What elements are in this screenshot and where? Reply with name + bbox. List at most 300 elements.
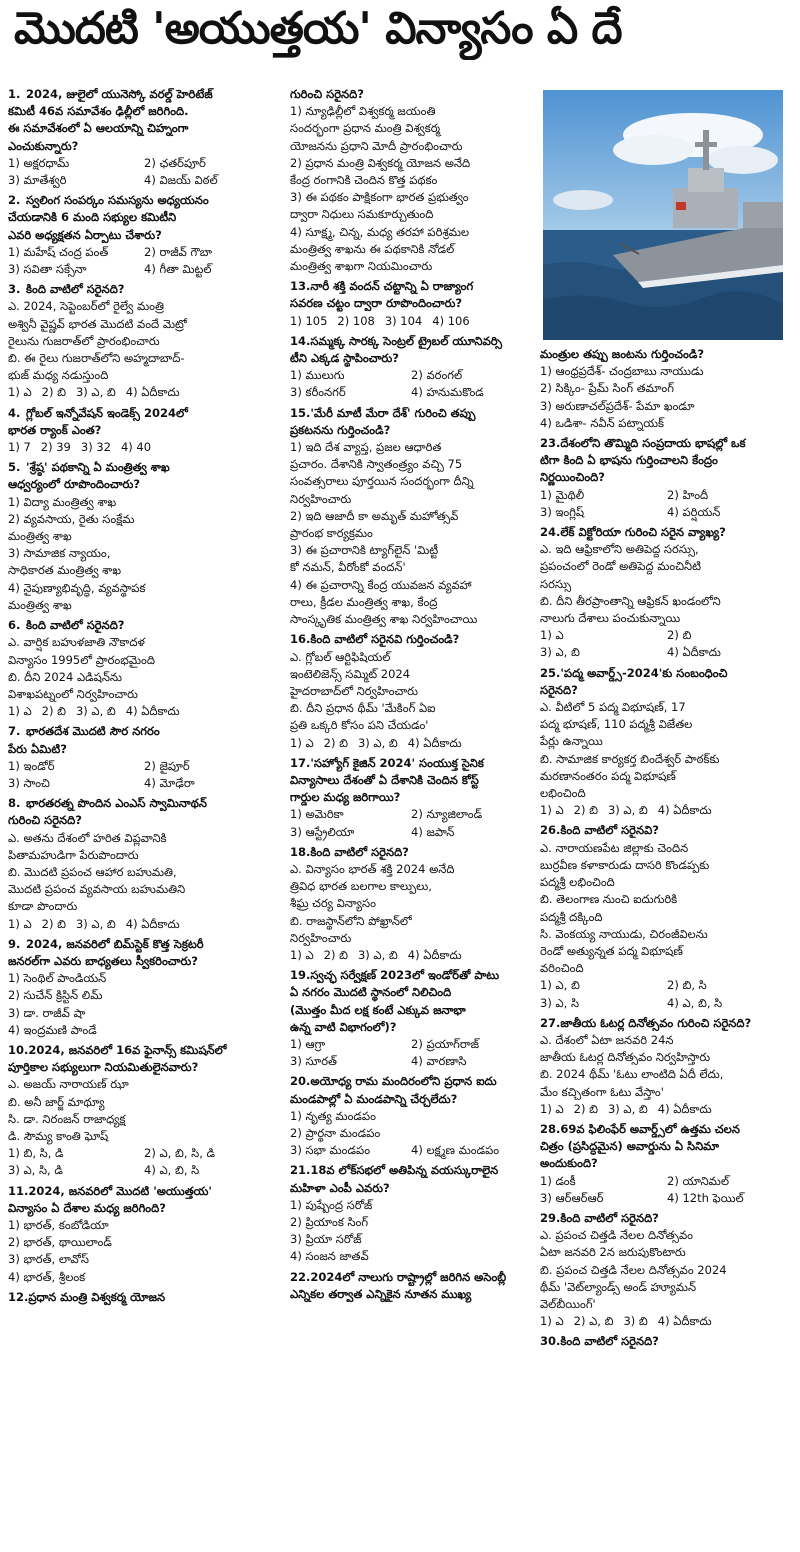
- statement-line: సి. వెంకయ్య నాయుడు, చిరంజీవిలను: [540, 926, 708, 941]
- option-row: [8, 384, 280, 401]
- question-text: [8, 1289, 280, 1306]
- question-text: [290, 967, 532, 984]
- answer-option: 1) ఎ: [540, 803, 564, 818]
- statement-line: రెండో అత్యున్నత పద్మ విభూషణ్: [540, 943, 683, 958]
- option-row: [8, 528, 280, 545]
- option-row: [8, 562, 280, 579]
- statement-line: పద్మశ్రీ లభించింది: [540, 875, 615, 890]
- answer-option: 1) ఎ: [8, 916, 32, 931]
- question-text: [290, 333, 532, 350]
- question-text-line: విన్యాసం ఏ దేశాల మధ్య జరిగింది?: [8, 1200, 166, 1215]
- answer-option: 1) 7: [8, 440, 31, 455]
- question-text-line: స్వలింగ సంపర్కం సమస్యను అధ్యయనం: [26, 193, 209, 208]
- question-number: 15.: [290, 405, 311, 420]
- option-row: [540, 995, 794, 1012]
- question-text-line: 2024లో నాలుగు రాష్ట్రాల్లో జరిగిన అసెంబ్లీ: [310, 1269, 507, 1284]
- statement-line: బి. తెలంగాణ నుంచి ఐదుగురికి: [540, 892, 678, 907]
- question-block: [290, 278, 532, 330]
- question-block: [540, 524, 794, 662]
- option-row: [8, 1022, 280, 1039]
- question-text-line: దేశంలోని తొమ్మిది సంప్రదాయ భాషల్లో ఒక: [560, 436, 746, 451]
- question-text: [540, 1138, 794, 1155]
- answer-option: 3) ఎ, బి: [357, 735, 398, 750]
- answer-option: 1) మహేష్ చంద్ర పంత్: [8, 244, 109, 259]
- answer-option: 4) హనుమకొండ: [411, 385, 484, 400]
- statement-line: ఎ. వీటిలో 5 పద్మ విభూషణ్, 17: [540, 700, 686, 715]
- question-text-line: గార్డుల మధ్య జరిగాయి?: [290, 790, 401, 805]
- question-text-line: కమిటీ 46వ సమావేశం ఢిల్లీలో జరిగింది.: [8, 104, 189, 119]
- option-row: [8, 155, 280, 172]
- statement-line: పద్మశ్రీ దక్కింది: [540, 909, 603, 924]
- question-block: [290, 405, 532, 629]
- statement-line: బి. రాజస్థాన్‌లోని పోఖ్రాన్‌లో: [290, 913, 412, 928]
- answer-option: 1) పుష్పేంద్ర సరోజ్: [290, 1197, 373, 1212]
- column-1: [8, 86, 280, 1546]
- question-number: 9.: [8, 936, 21, 951]
- statement-line: యోజనను ప్రధాని మోదీ ప్రారంభించారు: [290, 138, 463, 153]
- answer-option: 3) ఎ, బి: [75, 385, 116, 400]
- answer-option: 4) ఏదీకాదు: [407, 735, 462, 750]
- answer-option: 4) ఏదీకాదు: [407, 947, 462, 962]
- answer-option: 2) 39: [40, 440, 71, 455]
- question-text: [290, 86, 532, 103]
- question-text-line: అయోధ్య రామ మందిరంలోని ప్రధాన ఐదు: [310, 1074, 497, 1089]
- question-number: 11.: [8, 1183, 29, 1198]
- naval-ship-photo: [543, 90, 783, 340]
- answer-option: మంత్రిత్వ శాఖ: [8, 529, 72, 544]
- option-row: [290, 313, 532, 330]
- statement-line: రాలు, క్రీడల మంత్రిత్వ శాఖ, కేంద్ర: [290, 594, 438, 609]
- option-row: [540, 415, 794, 432]
- statement-line: బి. సామాజిక కార్యకర్త బిందేశ్వర్ పాఠక్‌కు: [540, 751, 720, 766]
- question-text: [540, 346, 794, 363]
- answer-option: 3) ఎ, బి: [357, 947, 398, 962]
- question-text-line: జాతీయ ఓటర్ల దినోత్సవం గురించి సరైనది?: [560, 1015, 752, 1030]
- statement-line: బి. అనీ జార్జ్ మాథ్యూ: [8, 1094, 105, 1109]
- answer-option: 2) బి: [323, 947, 348, 962]
- question-text: [540, 682, 794, 699]
- option-row: [8, 244, 280, 261]
- statement-line: సరస్సు: [540, 576, 572, 591]
- statement-line: అశ్వినీ వైష్ణవ్ భారత మొదటి వందే మెట్రో: [8, 316, 187, 331]
- answer-option: 2) బి: [41, 916, 66, 931]
- answer-option: 1) డంకీ: [540, 1173, 576, 1188]
- question-number: 22.: [290, 1269, 311, 1284]
- option-row: [8, 1217, 280, 1234]
- question-block: [8, 723, 280, 792]
- question-number: 24.: [540, 525, 561, 540]
- statement-line: 4) ఈ ప్రచారాన్ని కేంద్ర యువజన వ్యవహా: [290, 577, 472, 592]
- answer-option: 2) భారత్, థాయిలాండ్: [8, 1235, 112, 1250]
- question-text-line: 2024, జనవరిలో బిమ్‌స్టెక్ కొత్త సెక్రటరీ: [26, 936, 204, 951]
- column-2: [290, 86, 532, 1546]
- answer-option: 2) హిందీ: [667, 487, 709, 502]
- question-text: [540, 524, 794, 541]
- answer-option: 4) ఇంద్రమణి పాండే: [8, 1022, 97, 1037]
- question-text: [290, 1286, 532, 1303]
- question-block: [290, 1073, 532, 1159]
- statement-line: 2) ఇది ఆజాదీ కా అమృత్ మహోత్సవ్: [290, 508, 459, 523]
- answer-option: 2) ఎ, బి: [573, 1314, 614, 1329]
- question-text: [290, 422, 532, 439]
- answer-option: 2) ఛతర్‌పూర్: [144, 155, 206, 170]
- option-row: [290, 735, 532, 752]
- question-text: [290, 1002, 532, 1019]
- answer-option: 1) అక్షరధామ్: [8, 155, 70, 170]
- question-block: [8, 1042, 280, 1180]
- question-text: [290, 755, 532, 772]
- answer-option: 4) ఏదీకాదు: [125, 385, 180, 400]
- question-text: [8, 1042, 280, 1059]
- option-row: [290, 1053, 532, 1070]
- answer-option: 2) యానిమల్: [667, 1173, 729, 1188]
- answer-option: 3) ఎ, సి: [540, 995, 580, 1010]
- question-text-line: కింది వాటిలో సరైనది?: [310, 844, 409, 859]
- answer-option: 4) ఏదీకాదు: [657, 1101, 712, 1116]
- option-row: [8, 775, 280, 792]
- question-text-line: విన్యాసాలు దేశంతో ఏ దేశానికి చెందిన కోస్ట్: [290, 772, 479, 787]
- statement-line: ఎ. 2024, సెప్టెంబర్‌లో రైల్వే మంత్రి: [8, 299, 164, 314]
- answer-option: 2) 108: [337, 313, 375, 328]
- answer-option: 3) డా. రాజీవ్ షా: [8, 1005, 86, 1020]
- question-text: [290, 405, 532, 422]
- question-number: 12.: [8, 1289, 29, 1304]
- question-text-line: ఏ నగరం మొదటి స్థానంలో నిలిచింది: [290, 985, 452, 1000]
- option-row: [540, 487, 794, 504]
- question-number: 13.: [290, 279, 311, 294]
- question-text: [540, 435, 794, 452]
- option-row: [8, 1005, 280, 1022]
- column-3: [540, 346, 794, 1546]
- option-row: [540, 504, 794, 521]
- statement-line: భుజ్ మధ్య నడుస్తుంది: [8, 368, 109, 383]
- option-row: [8, 1162, 280, 1179]
- answer-option: 3) కరీంనగర్: [290, 385, 346, 400]
- statement-line: వరించింది: [540, 961, 584, 976]
- answer-option: 3) సామాజిక న్యాయం,: [8, 546, 111, 561]
- answer-option: 3) భారత్, లావోస్: [8, 1252, 89, 1267]
- page-headline: మొదటి 'అయుత్తయ' విన్యాసం ఏ దే: [14, 3, 622, 54]
- answer-option: 4) లక్ష్మణ మండపం: [411, 1143, 500, 1158]
- answer-option: 2) సుచేన్ క్రిస్టిన్ లిమ్: [8, 988, 103, 1003]
- answer-option: 2) ప్రయాగ్‌రాజ్: [411, 1036, 480, 1051]
- option-row: [290, 806, 532, 823]
- question-text: [8, 192, 280, 209]
- statement-line: సంవత్సరాలు పూర్తయిన సందర్భంగా దీన్ని: [290, 474, 474, 489]
- question-block: [290, 1269, 532, 1303]
- question-number: 8.: [8, 796, 21, 811]
- answer-option: 1) ఎ: [540, 1101, 564, 1116]
- question-text: [8, 953, 280, 970]
- answer-option: 3) బి: [623, 1314, 648, 1329]
- answer-option: 3) ఎ, బి: [540, 645, 580, 660]
- question-text-line: సరైనది?: [540, 682, 578, 697]
- statement-line: హైదరాబాద్‌లో నిర్వహించారు: [290, 683, 418, 698]
- statement-line: నాలుగు దేశాలు పంచుకున్నాయి: [540, 611, 681, 626]
- question-number: 1.: [8, 87, 21, 101]
- answer-option: 4) ఏదీకాదు: [125, 704, 180, 719]
- question-block: [540, 665, 794, 820]
- answer-option: 2) జైపూర్: [144, 758, 190, 773]
- statement-line: ఎ. అతను దేశంలో హరిత విప్లవానికి: [8, 830, 167, 845]
- answer-option: 3) ఆర్ఆర్ఆర్: [540, 1190, 604, 1205]
- question-number: 4.: [8, 405, 21, 420]
- question-text-line: నారీ శక్తి వందన్ చట్టాన్ని ఏ రాజ్యాంగ: [310, 279, 474, 294]
- answer-option: 3) ఎ, బి: [75, 704, 116, 719]
- option-row: [540, 1101, 794, 1118]
- option-row: [540, 380, 794, 397]
- option-row: [290, 1036, 532, 1053]
- question-text-line: కింది వాటిలో సరైనది?: [26, 618, 125, 633]
- option-row: [8, 494, 280, 511]
- answer-option: 1) భారత్, కంబోడియా: [8, 1218, 109, 1232]
- question-text-line: లేక్ విక్టోరియా గురించి సరైన వ్యాఖ్య?: [560, 525, 726, 540]
- question-text-line: 2024, జనవరిలో మొదటి 'అయుత్తయ': [28, 1183, 212, 1198]
- statement-line: థీమ్ 'వెట్‌ల్యాండ్స్ అండ్ హ్యూమన్: [540, 1279, 697, 1294]
- statement-line: 1) న్యూఢిల్లీలో విశ్వకర్మ జయంతి: [290, 104, 436, 119]
- statement-line: ఇంటెలిజెన్స్ సమ్మిట్ 2024: [290, 666, 411, 681]
- option-row: [8, 1269, 280, 1286]
- question-number: 6.: [8, 618, 21, 633]
- question-text-line: ఈ సమావేశంలో ఏ ఆలయాన్ని చిహ్నంగా: [8, 121, 189, 136]
- question-block: [8, 795, 280, 933]
- question-text: [8, 617, 280, 634]
- statement-line: విన్యాసం 1995లో ప్రారంభమైంది: [8, 652, 155, 667]
- answer-option: 2) ఎ, బి, సి, డి: [144, 1146, 216, 1161]
- question-text-line: టిగా కింది ఏ భాషను గుర్తించాలని కేంద్రం: [540, 453, 718, 468]
- question-text: [8, 120, 280, 137]
- question-text: [8, 1200, 280, 1217]
- answer-option: 2) బి: [323, 735, 348, 750]
- question-text: [540, 822, 794, 839]
- question-text-line: చిత్రం (ప్రసిద్ధమైన) అవార్డును ఏ సినిమా: [540, 1139, 720, 1154]
- statement-line: 3) ఈ ప్రచారానికి ట్యాగ్‌లైన్ 'మిట్టీ: [290, 543, 439, 558]
- answer-option: 2) ప్రార్థనా మండపం: [290, 1125, 381, 1140]
- question-text-line: స్వచ్ఛ సర్వేక్షణ్ 2023లో ఇండోర్‌తో పాటు: [310, 968, 500, 983]
- question-text-line: ఎవరి అధ్యక్షతన ఏర్పాటు చేశారు?: [8, 227, 162, 242]
- answer-option: 4) ఏదీకాదు: [657, 1314, 712, 1329]
- answer-option: 1) 105: [290, 313, 328, 328]
- statement-line: శీఘ్ర చర్య విన్యాసం: [290, 896, 376, 911]
- statement-line: కూడా పొందారు: [8, 899, 78, 914]
- answer-option: 4) నైపుణ్యాభివృద్ధి, వ్యవస్థాపక: [8, 580, 146, 595]
- question-text-line: గ్లోబల్ ఇన్నోవేషన్ ఇండెక్స్ 2024లో: [26, 405, 188, 420]
- answer-option: 1) ఎ: [290, 947, 314, 962]
- statement-line: ప్రచారం. దేశానికి స్వాతంత్ర్యం వచ్చి 75: [290, 457, 463, 472]
- question-block: [290, 86, 532, 275]
- question-text-line: 'సహ్యోగ్ కైజిన్ 2024' సంయుక్త సైనిక: [310, 755, 484, 770]
- statement-line: ద్వారా నిధులు సమకూర్చుతుంది: [290, 207, 434, 222]
- statement-line: ప్రపంచంలో రెండో అతిపెద్ద మంచినీటి: [540, 559, 701, 574]
- question-number: 10.: [8, 1042, 29, 1057]
- question-number: 29.: [540, 1210, 561, 1225]
- question-text-line: పూర్తికాల సభ్యులుగా నియమితులైనవారు?: [8, 1060, 199, 1075]
- question-text: [290, 631, 532, 648]
- option-row: [8, 1251, 280, 1268]
- question-text-line: ఉన్న వాటి విభాగంలో)?: [290, 1019, 397, 1034]
- statement-line: బి. దీని 2024 ఎడిషన్‌ను: [8, 669, 122, 684]
- statement-line: 3) ఈ పథకం పాక్షికంగా భారత ప్రభుత్వం: [290, 190, 469, 205]
- option-row: [8, 597, 280, 614]
- statement-line: మంత్రిత్వ శాఖగా నియమించారు: [290, 259, 433, 274]
- question-block: [540, 822, 794, 1011]
- answer-option: 2) బి: [41, 704, 66, 719]
- option-row: [290, 947, 532, 964]
- option-row: [290, 1108, 532, 1125]
- question-text: [8, 795, 280, 812]
- answer-option: 3) ఎ, బి: [607, 803, 648, 818]
- answer-option: 1) ఎ, బి: [540, 978, 580, 993]
- question-text: [290, 350, 532, 367]
- question-text: [540, 1155, 794, 1172]
- answer-option: 2) ప్రియాంక సింగ్: [290, 1215, 369, 1229]
- statement-line: లభించింది: [540, 786, 586, 801]
- question-block: [290, 1162, 532, 1265]
- question-text-line: 69వ ఫిలింఫేర్ అవార్డ్స్‌లో ఉత్తమ చలన: [560, 1121, 740, 1136]
- statement-line: వెల్‌బీయింగ్': [540, 1296, 596, 1311]
- answer-option: 1) ఆంధ్రప్రదేశ్- చంద్రబాబు నాయుడు: [540, 364, 704, 379]
- question-text: [8, 1059, 280, 1076]
- question-text-line: ఎంచుకున్నారు?: [8, 138, 79, 153]
- option-row: [8, 261, 280, 278]
- question-text-line: సవరణ చట్టం ద్వారా రూపొందించారు?: [290, 296, 463, 311]
- option-row: [8, 580, 280, 597]
- answer-option: 2) బి: [573, 803, 598, 818]
- question-block: [540, 435, 794, 521]
- answer-option: 3) ఆస్ట్రేలియా: [290, 824, 355, 839]
- statement-line: 4) సూక్ష్మ, చిన్న, మధ్య తరహా పరిశ్రమల: [290, 224, 470, 239]
- statement-line: బుర్రవీణ కళాకారుడు దాసరి కొండప్పకు: [540, 857, 710, 872]
- option-row: [8, 1234, 280, 1251]
- statement-line: బి. ప్రపంచ చిత్తడి నేలల దినోత్సవం 2024: [540, 1262, 727, 1277]
- question-text-line: 18వ లోక్‌సభలో అతిపిన్న వయస్కురాలైన: [310, 1163, 499, 1178]
- statement-line: ఎ. దేశంలో ఏటా జనవరి 24న: [540, 1032, 674, 1047]
- question-text-line: కింది వాటిలో సరైనది?: [560, 1334, 659, 1349]
- question-text-line: కింది వాటిలో సరైనవి?: [560, 823, 659, 838]
- question-text: [540, 452, 794, 469]
- option-row: [290, 384, 532, 401]
- answer-option: 3) సభా మండపం: [290, 1143, 371, 1158]
- answer-option: 4) ఎ, బి, సి: [667, 995, 723, 1010]
- answer-option: 3) ఎ, సి, డి: [8, 1163, 63, 1178]
- statement-line: కేంద్ర రంగానికి చెందిన కొత్త పథకం: [290, 173, 438, 188]
- question-number: 21.: [290, 1163, 311, 1178]
- option-row: [290, 1197, 532, 1214]
- question-text: [290, 1180, 532, 1197]
- question-block: [290, 755, 532, 841]
- statement-line: మంత్రిత్వ శాఖను ఈ పథకానికి నోడల్: [290, 241, 455, 256]
- question-text: [290, 984, 532, 1001]
- answer-option: 4) 12th ఫెయిల్: [667, 1190, 744, 1205]
- answer-option: 3) ఇంగ్లిష్: [540, 504, 585, 519]
- answer-option: 3) ఎ, బి: [607, 1101, 648, 1116]
- question-text: [290, 1019, 532, 1036]
- question-text: [8, 741, 280, 758]
- answer-option: 2) రాజీవ్ గౌబా: [144, 244, 213, 259]
- statement-line: మేం కచ్చితంగా ఓటు వేస్తాం': [540, 1084, 664, 1099]
- answer-option: 4) మోఢేరా: [144, 775, 195, 790]
- answer-option: 2) బి: [573, 1101, 598, 1116]
- question-number: 18.: [290, 844, 311, 859]
- question-text-line: పేరు ఏమిటి?: [8, 741, 67, 756]
- statement-line: ఎ. అజయ్ నారాయణ్ ఝా: [8, 1077, 129, 1092]
- answer-option: 4) గీతా మిట్టల్: [144, 262, 212, 277]
- answer-option: 1) ఎ: [8, 385, 32, 400]
- question-text: [8, 422, 280, 439]
- answer-option: 1) నృత్య మండపం: [290, 1108, 376, 1123]
- answer-option: 4) విజయ్ విఠల్: [144, 173, 218, 188]
- answer-option: 1) ఇండోర్: [8, 758, 55, 773]
- question-text-line: అందుకుంది?: [540, 1156, 598, 1171]
- option-row: [540, 1190, 794, 1207]
- question-block: [8, 936, 280, 1039]
- statement-line: డి. సౌమ్య కాంతి ఘోష్: [8, 1128, 109, 1143]
- question-text: [8, 103, 280, 120]
- statement-line: ఎ. ప్రపంచ చిత్తడి నేలల దినోత్సవం: [540, 1228, 693, 1243]
- question-text-line: భారతరత్న పొందిన ఎంఎస్ స్వామినాథన్: [26, 796, 207, 811]
- question-text: [290, 278, 532, 295]
- question-text: [290, 1091, 532, 1108]
- statement-line: బి. దీని తీరప్రాంతాన్ని ఆఫ్రికన్ ఖండంలోని: [540, 593, 721, 608]
- question-text-line: నిర్ణయించింది?: [540, 470, 605, 485]
- statement-line: మొదటి ప్రపంచ వ్యవసాయ బహుమతిని: [8, 882, 186, 897]
- statement-line: జాతీయ ఓటర్ల దినోత్సవం నిర్వహిస్తారు: [540, 1050, 711, 1065]
- statement-line: సందర్భంగా ప్రధాన మంత్రి విశ్వకర్మ: [290, 121, 441, 136]
- answer-option: సాధికారత మంత్రిత్వ శాఖ: [8, 563, 121, 578]
- option-row: [8, 916, 280, 933]
- answer-option: 3) 32: [80, 440, 111, 455]
- option-row: [8, 970, 280, 987]
- question-number: 19.: [290, 968, 311, 983]
- option-row: [290, 824, 532, 841]
- question-block: [540, 1121, 794, 1207]
- answer-option: 2) న్యూజిలాండ్: [411, 807, 483, 822]
- question-text-line: భారత ర్యాంక్ ఎంత?: [8, 422, 102, 437]
- answer-option: 2) బి, సి: [667, 978, 707, 993]
- answer-option: 2) వరంగల్: [411, 368, 463, 383]
- statement-line: ప్రతి ఒక్కరి కోసం పని చేయడం': [290, 718, 429, 733]
- question-text: [8, 723, 280, 740]
- option-row: [540, 1173, 794, 1190]
- answer-option: 1) ఎ: [540, 1314, 564, 1329]
- answer-option: 1) మైథిలీ: [540, 487, 585, 502]
- option-row: [540, 363, 794, 380]
- question-number: 7.: [8, 724, 21, 739]
- statement-line: ఎ. విన్యాసం భారత్ శక్తి 2024 అనేది: [290, 861, 455, 876]
- question-block: [290, 333, 532, 402]
- answer-option: 1) సెంథిల్ పాండియన్: [8, 971, 107, 986]
- question-block: [8, 617, 280, 720]
- question-number: 20.: [290, 1074, 311, 1089]
- question-text-line: గురించి సరైనది?: [290, 87, 364, 101]
- option-row: [8, 1145, 280, 1162]
- answer-option: 1) ములుగు: [290, 368, 345, 383]
- option-row: [290, 1231, 532, 1248]
- question-text-line: కింది వాటిలో సరైనది?: [26, 282, 125, 297]
- question-text-line: ప్రకటనను గుర్తించండి?: [290, 422, 391, 437]
- question-text-line: గురించి సరైనది?: [8, 813, 82, 828]
- question-text: [290, 789, 532, 806]
- question-block: [540, 1210, 794, 1330]
- question-block: [290, 967, 532, 1070]
- question-text: [8, 227, 280, 244]
- question-text: [8, 936, 280, 953]
- question-text-line: మంత్రుల తప్పు జంటను గుర్తించండి?: [540, 347, 705, 361]
- option-row: [8, 439, 280, 456]
- question-text-line: చేయడానికి 6 మంది సభ్యుల కమిటీని: [8, 210, 177, 225]
- answer-option: 3) అరుణాచల్‌ప్రదేశ్- పేమా ఖండూ: [540, 398, 695, 413]
- question-text-line: ప్రధాన మంత్రి విశ్వకర్మ యోజన: [28, 1289, 166, 1304]
